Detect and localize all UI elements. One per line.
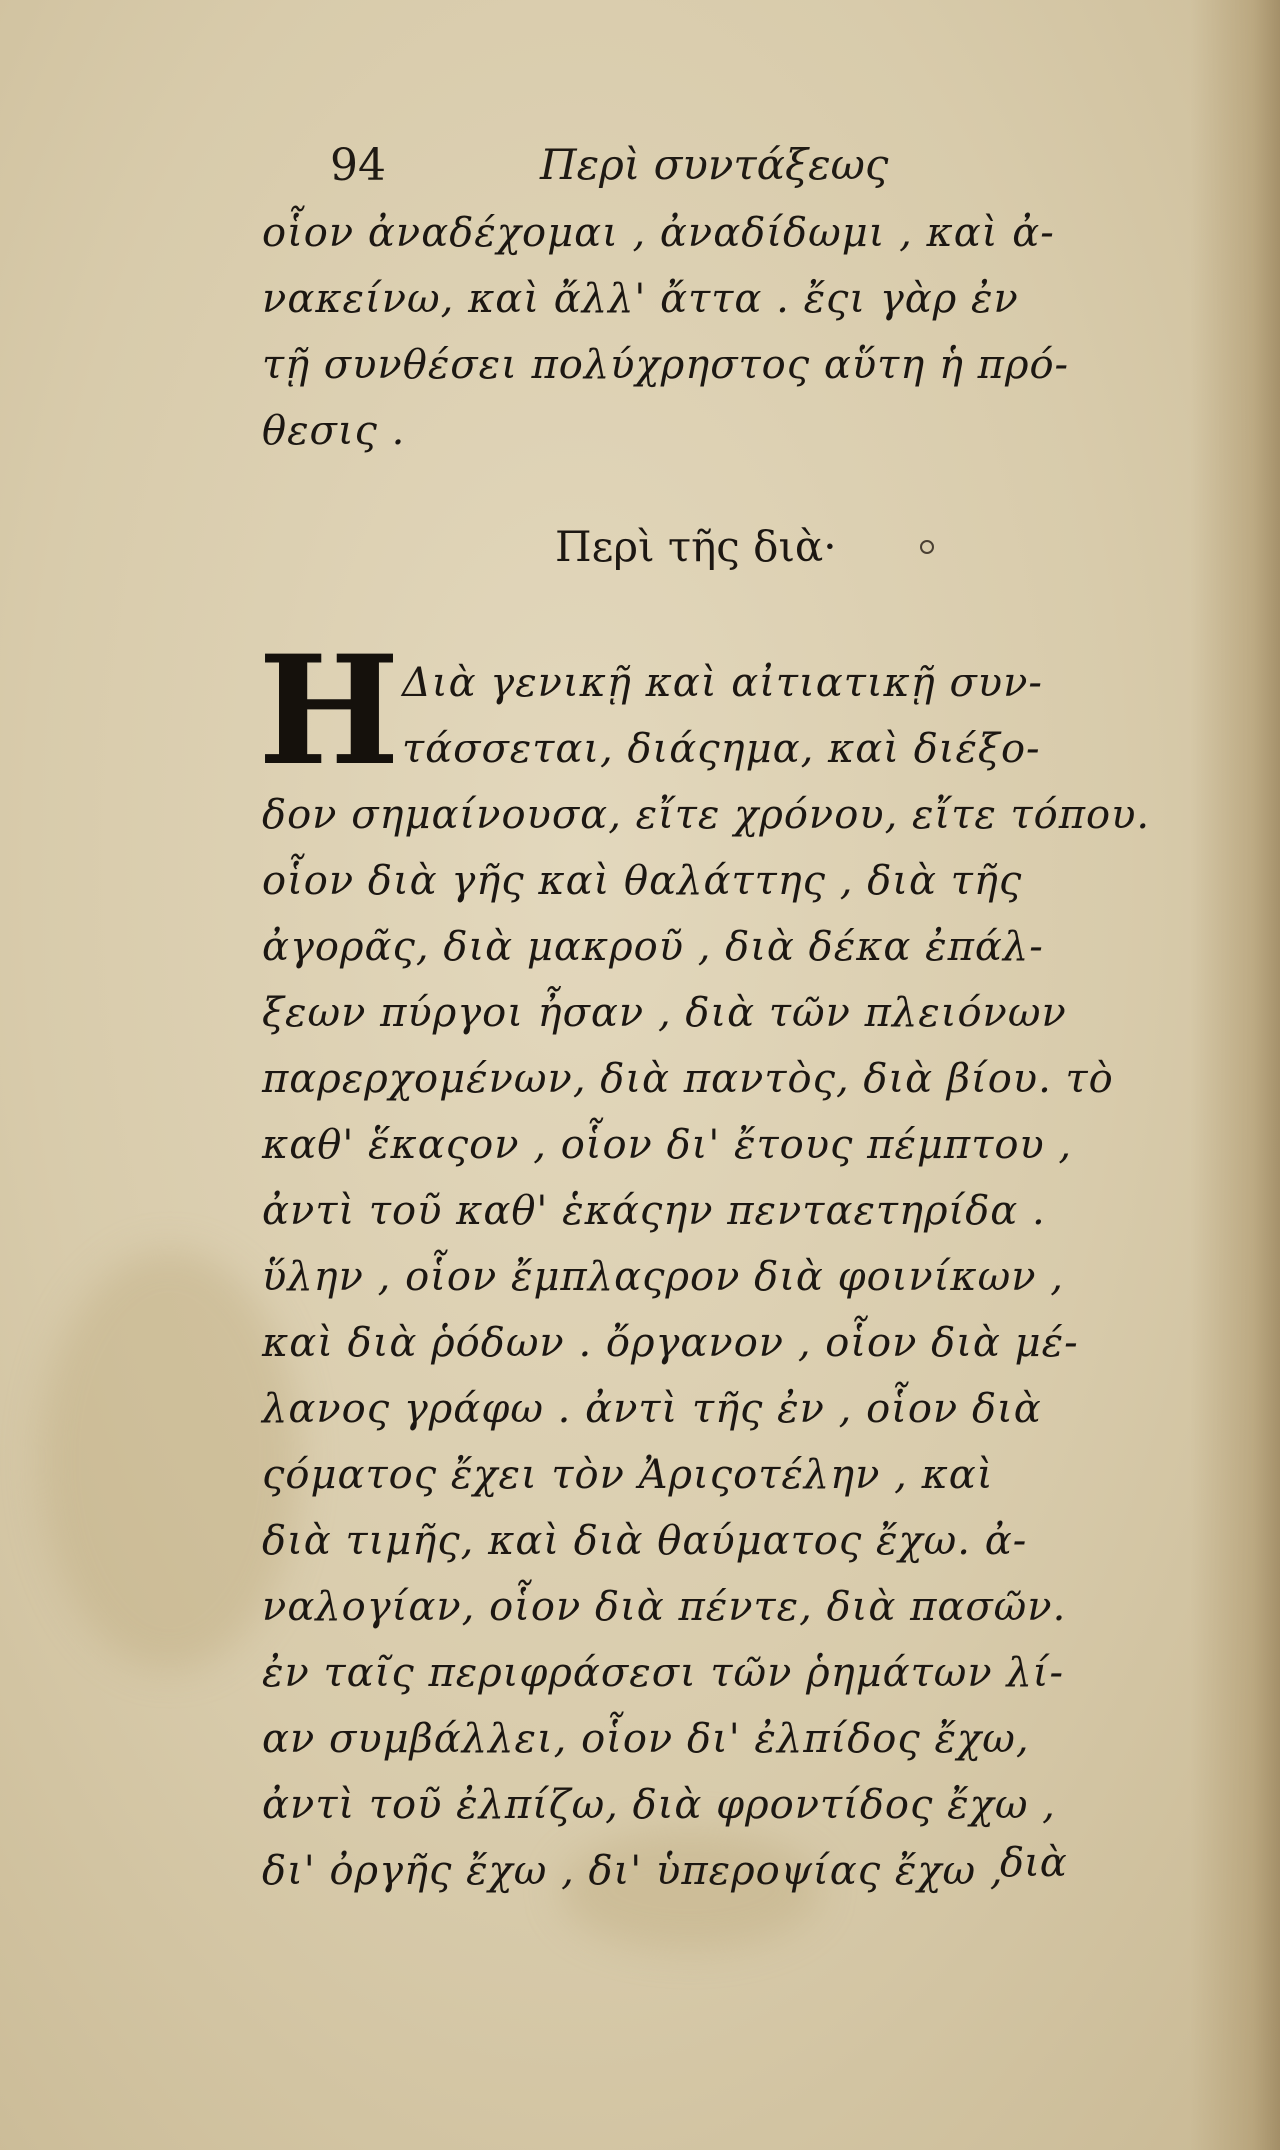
text-line: αν συμβάλλει, οἷον δι' ἐλπίδος ἔχω, — [262, 1716, 1030, 1762]
text-line: καθ' ἕκαςον , οἷον δι' ἔτους πέμπτου , — [262, 1122, 1073, 1168]
text-line: ναλογίαν, οἷον διὰ πέντε, διὰ πασῶν. — [262, 1584, 1067, 1630]
text-line: διὰ τιμῆς, καὶ διὰ θαύματος ἔχω. ἀ- — [262, 1518, 1028, 1564]
text-line: καὶ διὰ ῥόδων . ὄργανον , οἷον διὰ μέ- — [262, 1320, 1079, 1366]
text-line: ἀγορᾶς, διὰ μακροῦ , διὰ δέκα ἐπάλ- — [262, 924, 1044, 970]
text-line: λανος γράφω . ἀντὶ τῆς ἐν , οἷον διὰ — [262, 1386, 1042, 1432]
text-line: τῇ συνθέσει πολύχρηστος αὕτη ἡ πρό- — [262, 342, 1070, 388]
text-line: ξεων πύργοι ἦσαν , διὰ τῶν πλειόνων — [262, 990, 1067, 1036]
section-heading: Περὶ τῆς διὰ· — [555, 522, 837, 571]
text-line: δι' ὀργῆς ἔχω , δι' ὑπεροψίας ἔχω , — [262, 1848, 1004, 1894]
text-line: νακείνω, καὶ ἄλλ' ἄττα . ἔςι γὰρ ἐν — [262, 276, 1019, 322]
page-edge-shadow — [1190, 0, 1280, 2150]
ornament-mark — [920, 540, 934, 554]
text-line: δον σημαίνουσα, εἴτε χρόνου, εἴτε τόπου. — [262, 792, 1151, 838]
text-line: ἀντὶ τοῦ καθ' ἑκάςην πενταετηρίδα . — [262, 1188, 1046, 1234]
running-head: Περὶ συντάξεως — [540, 140, 889, 189]
top-paragraph — [262, 200, 1162, 464]
paper-stain — [40, 1250, 300, 1670]
text-line: Διὰ γενικῇ καὶ αἰτιατικῇ συν- — [402, 660, 1043, 706]
text-line: οἷον ἀναδέχομαι , ἀναδίδωμι , καὶ ἀ- — [262, 210, 1055, 256]
text-line: τάσσεται, διάςημα, καὶ διέξο- — [402, 726, 1041, 772]
text-line: ἐν ταῖς περιφράσεσι τῶν ῥημάτων λί- — [262, 1650, 1064, 1696]
text-line: οἷον διὰ γῆς καὶ θαλάττης , διὰ τῆς — [262, 858, 1023, 904]
section-body — [262, 650, 1162, 1904]
catchword: διὰ — [1000, 1840, 1067, 1886]
text-line: θεσις . — [262, 408, 406, 454]
text-line: ἀντὶ τοῦ ἐλπίζω, διὰ φροντίδος ἔχω , — [262, 1782, 1056, 1828]
text-line: παρερχομένων, διὰ παντὸς, διὰ βίου. τὸ — [262, 1056, 1114, 1102]
text-line: ὕλην , οἷον ἔμπλαςρον διὰ φοινίκων , — [262, 1254, 1064, 1300]
drop-cap: Η — [258, 623, 400, 799]
text-line: ςόματος ἔχει τὸν Ἀριςοτέλην , καὶ — [262, 1452, 994, 1498]
page-header — [330, 140, 890, 200]
page-number: 94 — [330, 140, 386, 191]
